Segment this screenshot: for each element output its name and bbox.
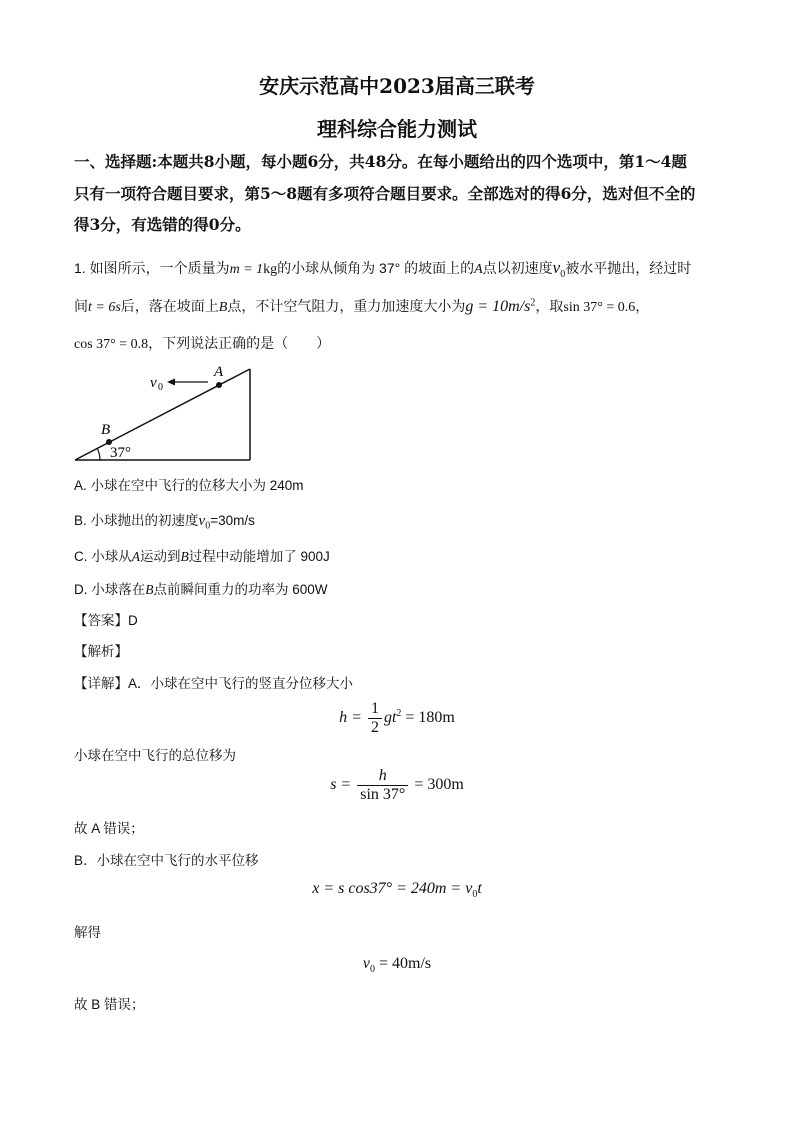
eq3-subscript: 0 xyxy=(472,889,478,901)
question-line3-end: ，下列说法正确的是（ ） xyxy=(148,335,331,351)
time-equation: t = 6s xyxy=(88,300,121,315)
solution-text-4: B．小球在空中飞行的水平位移 xyxy=(74,853,259,868)
question-line2-text: 后，落在坡面上 xyxy=(120,298,219,314)
option-d-prefix: D. 小球落在 xyxy=(74,582,146,597)
question-line-1 xyxy=(74,258,691,280)
sin-equation: sin 37° = 0.6 xyxy=(563,300,636,315)
option-a: A. 小球在空中飞行的位移大小为 240m xyxy=(74,478,304,493)
eq2-fraction xyxy=(357,767,408,804)
gravity-superscript: 2 xyxy=(530,297,536,309)
eq4-v: v xyxy=(362,955,370,972)
solution-text-3: 故 A 错误； xyxy=(74,821,144,836)
option-b-suffix: =30m/s xyxy=(210,513,255,528)
analysis-label: 【解析】 xyxy=(74,644,128,659)
solution-text-6: 故 B 错误； xyxy=(74,997,145,1012)
answer-value: D xyxy=(128,613,138,628)
question-line2-end: ， xyxy=(635,298,650,314)
eq1-value: = 180m xyxy=(405,709,455,727)
option-c-prefix: C. 小球从 xyxy=(74,549,132,564)
question-line-2 xyxy=(74,296,649,316)
instructions-line-2: 只有一项符合题目要求，第5～8题有多项符合题目要求。全部选对的得6分，选对但不全的 xyxy=(74,184,696,203)
eq3-t: t xyxy=(477,880,482,897)
option-c-mid: 运动到 xyxy=(140,549,181,564)
option-b-prefix: B. 小球抛出的初速度 xyxy=(74,513,199,528)
question-prefix: 1. 如图所示，一个质量为 xyxy=(74,260,230,276)
eq1-denominator: 2 xyxy=(370,719,379,736)
v0-arrow-head xyxy=(167,379,175,386)
eq1-numerator: 1 xyxy=(368,700,382,719)
v0-subscript: 0 xyxy=(560,268,566,280)
figure-angle-label: 37° xyxy=(110,445,131,461)
cos-equation: cos 37° = 0.8 xyxy=(74,337,149,352)
question-text-2: 的小球从倾角为 37° 的坡面上的 xyxy=(277,260,475,276)
exam-title: 安庆示范高中2023届高三联考 xyxy=(259,74,535,98)
exam-subtitle: 理科综合能力测试 xyxy=(317,117,477,141)
solution-text-5: 解得 xyxy=(74,925,101,940)
eq2-numerator: h xyxy=(357,767,408,786)
eq1-rhs: gt xyxy=(383,709,397,727)
option-d-b: B xyxy=(145,582,154,597)
figure-b-label: B xyxy=(101,422,111,438)
point-a-label: A xyxy=(474,262,483,277)
figure-a-label: A xyxy=(214,364,224,380)
equation-1 xyxy=(0,700,794,737)
solution-text-2: 小球在空中飞行的总位移为 xyxy=(74,748,236,763)
question-text-4: 被水平抛出，经过时 xyxy=(565,260,692,276)
gravity-equation: g = 10m/s xyxy=(465,298,531,315)
option-c-suffix: 过程中动能增加了 900J xyxy=(188,549,330,564)
eq1-fraction xyxy=(368,700,382,737)
question-line2-text-4: ，取 xyxy=(535,298,564,314)
figure-v0-label: v xyxy=(150,375,157,391)
question-line2-text-3: 点，不计空气阻力，重力加速度大小为 xyxy=(227,298,466,314)
point-b-label: B xyxy=(218,300,228,315)
option-c-b: B xyxy=(180,549,189,564)
option-b-subscript: 0 xyxy=(205,520,211,532)
instructions-line-1: 一、选择题:本题共8小题，每小题6分，共48分。在每小题给出的四个选项中，第1～4题 xyxy=(74,152,687,171)
eq4-subscript: 0 xyxy=(369,964,375,976)
eq1-superscript: 2 xyxy=(396,707,402,719)
option-c xyxy=(74,545,330,565)
option-b-v: v xyxy=(198,513,206,529)
option-d xyxy=(74,578,328,598)
figure-v0-subscript: 0 xyxy=(158,382,163,393)
answer-label: 【答案】 xyxy=(74,613,128,628)
incline-figure xyxy=(70,362,260,464)
question-text-3: 点以初速度 xyxy=(482,260,553,276)
v0-symbol: v xyxy=(552,258,561,277)
option-b xyxy=(74,509,255,532)
eq4-value: = 40m/s xyxy=(378,955,432,972)
instructions-line-3: 得3分，有选错的得0分。 xyxy=(74,215,251,234)
detail-label: 【详解】 xyxy=(74,676,128,691)
mass-equation: m = 1 xyxy=(229,262,264,277)
eq2-value: = 300m xyxy=(414,776,464,794)
equation-4 xyxy=(0,955,794,975)
question-line-3 xyxy=(74,333,330,353)
eq2-lhs: s = xyxy=(330,776,352,794)
question-line2-prefix: 间 xyxy=(74,298,88,314)
detail-text: A．小球在空中飞行的竖直分位移大小 xyxy=(128,676,354,691)
solution-detail xyxy=(74,672,353,692)
equation-3 xyxy=(0,880,794,900)
option-d-suffix: 点前瞬间重力的功率为 600W xyxy=(153,582,328,597)
eq3-text: x = s cos37° = 240m = v xyxy=(312,880,473,897)
angle-arc xyxy=(97,448,100,460)
point-a-dot xyxy=(216,382,222,388)
mass-unit: kg xyxy=(263,262,278,277)
answer-line xyxy=(74,609,138,629)
option-c-a: A xyxy=(131,549,141,564)
eq1-lhs: h = xyxy=(339,709,362,727)
eq2-denominator: sin 37° xyxy=(360,786,406,803)
equation-2 xyxy=(0,767,794,804)
